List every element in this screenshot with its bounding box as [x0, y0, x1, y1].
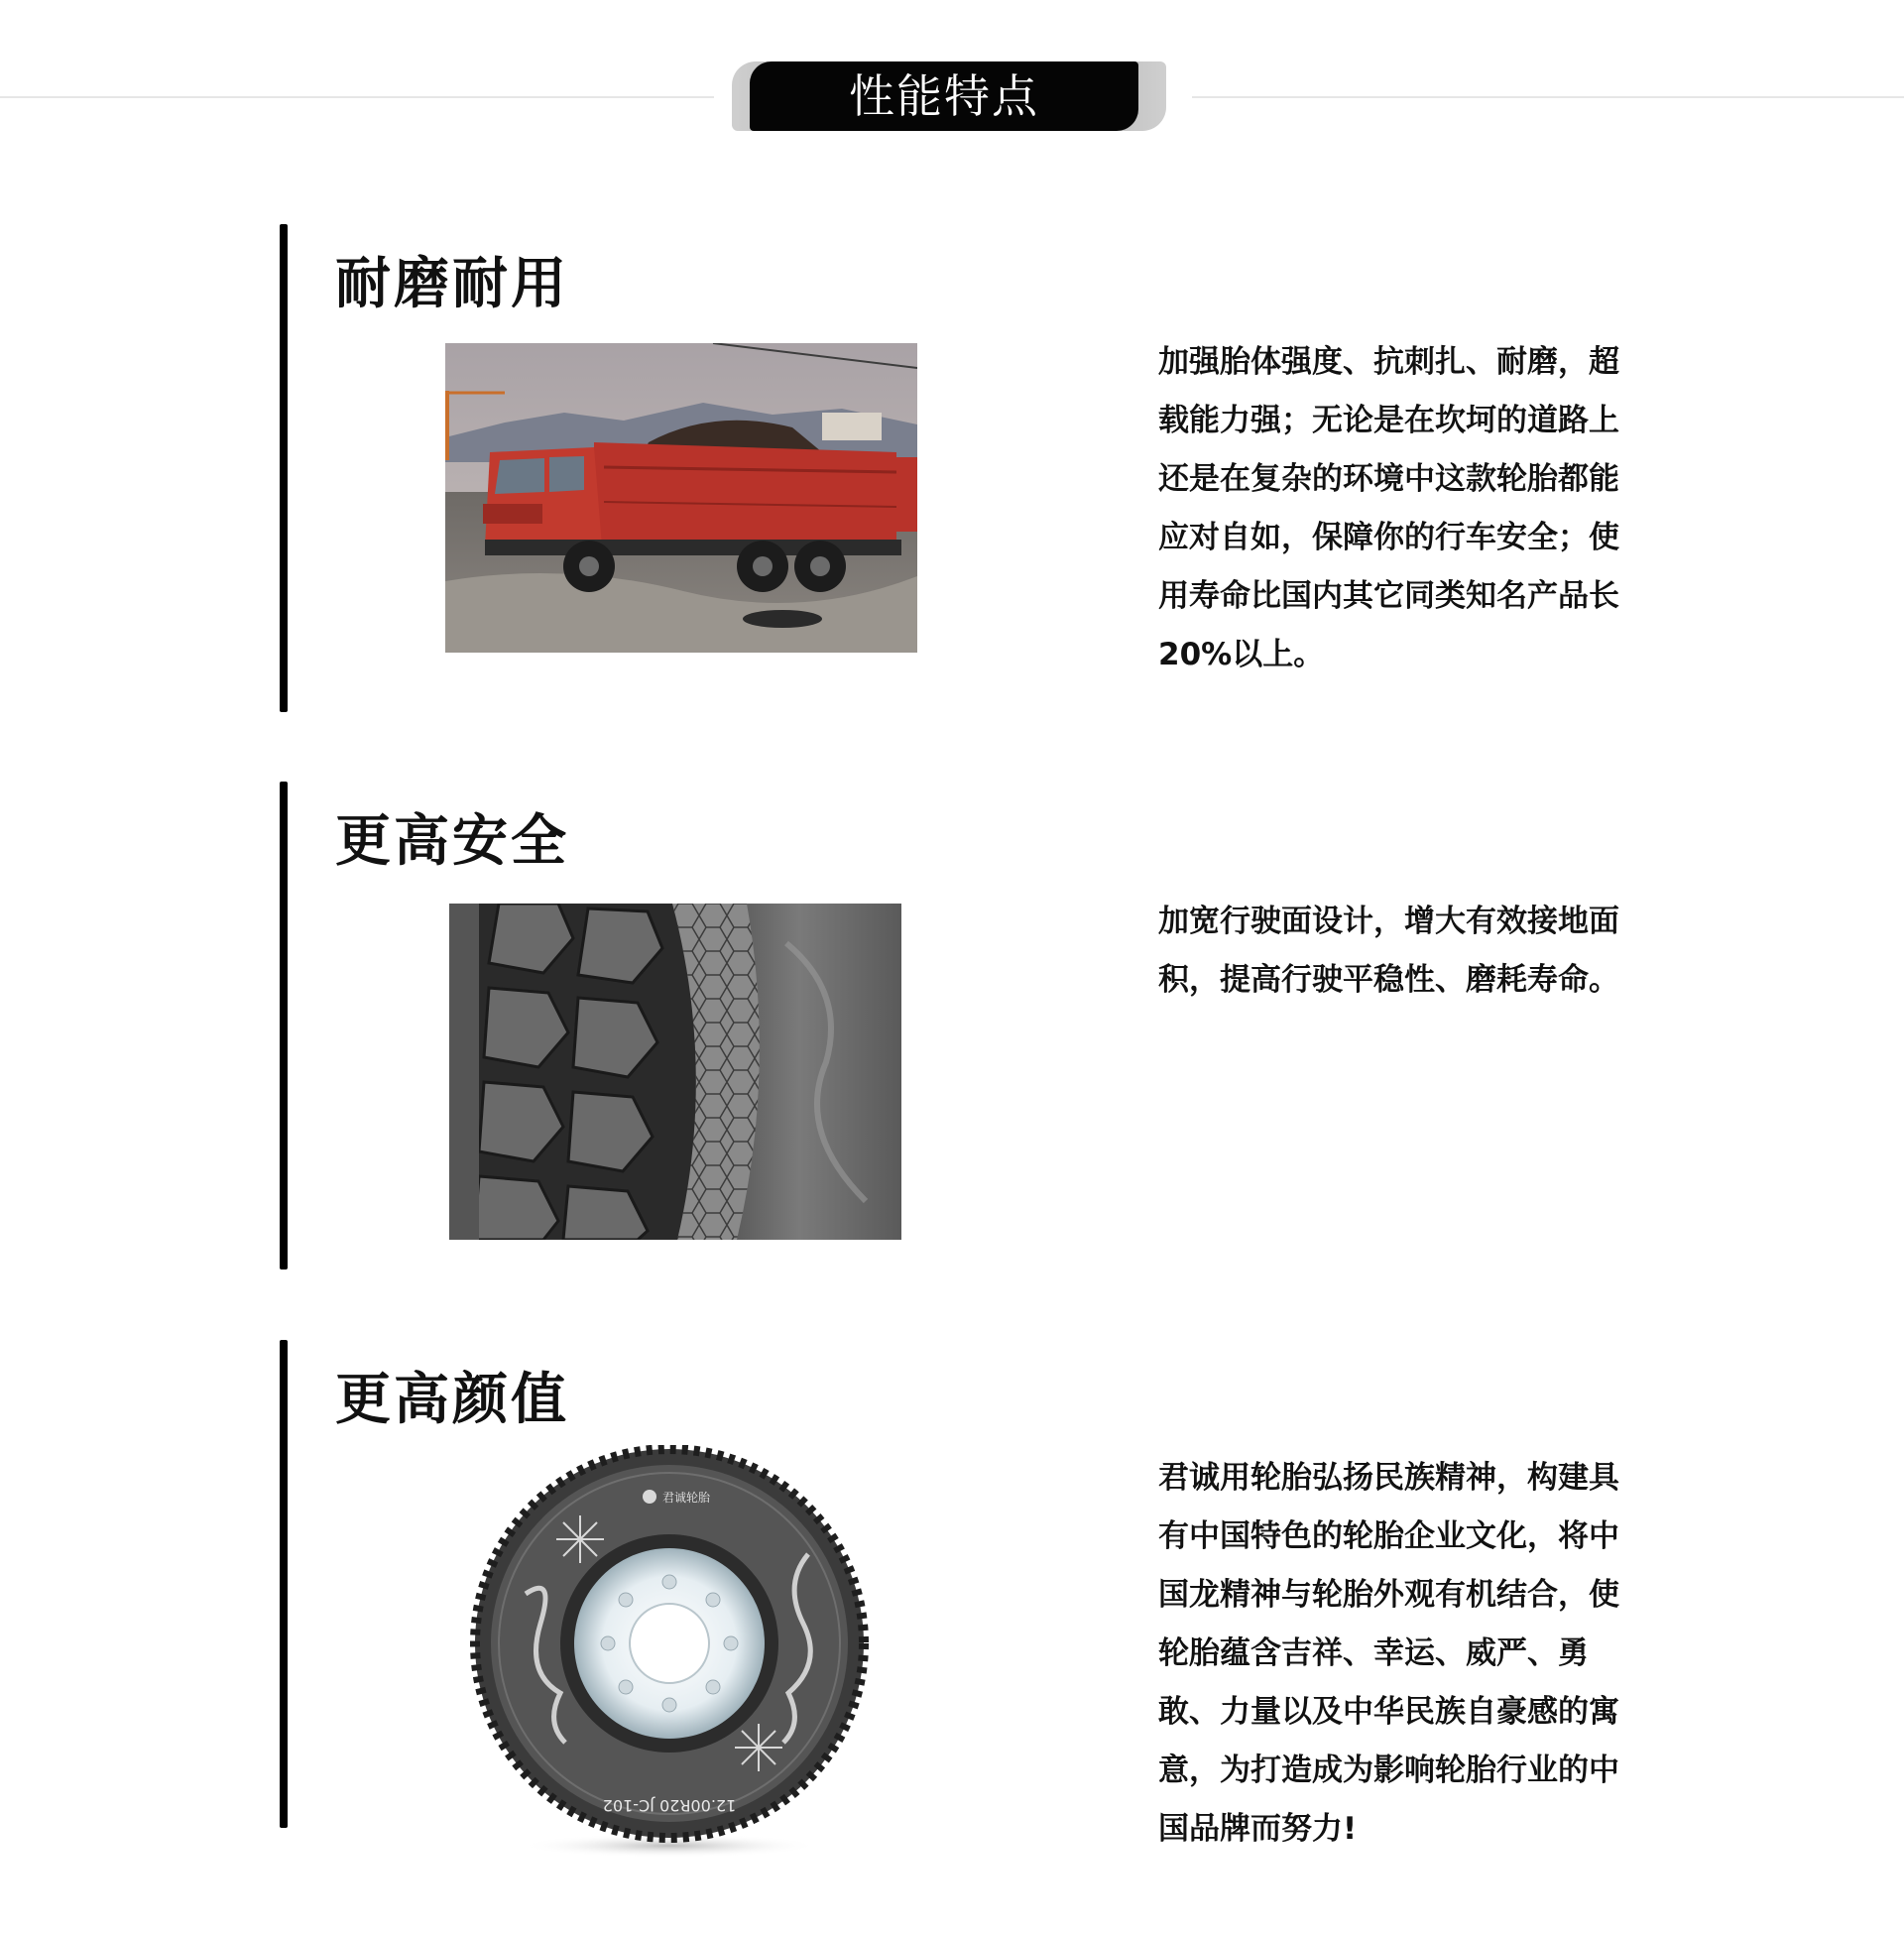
dragon-sidewall-tire-photo: [466, 1445, 873, 1862]
tire-logo-text: 君诚轮胎: [662, 1491, 711, 1505]
feature-section-appearance: [0, 1340, 1904, 1847]
section-description: 加宽行驶面设计，增大有效接地面积，提高行驶平稳性、磨耗寿命。: [1158, 904, 1619, 998]
section-accent-bar: [280, 224, 288, 712]
page-title: 性能特点: [750, 61, 1138, 131]
header-divider-left: [0, 96, 714, 98]
section-description: 君诚用轮胎弘扬民族精神，构建具有中国特色的轮胎企业文化，将中国龙精神与轮胎外观有机结合，使轮胎蕴含吉祥、幸运、威严、勇敢、力量以及中华民族自豪感的寓意，为打造成为影响轮胎行业的中国品牌而努力!: [1158, 1460, 1619, 1847]
section-title: 更高安全: [335, 809, 569, 874]
feature-section-safety: [0, 782, 1904, 1270]
tire-sidewall-size-text: 12.00R20 JC-102: [602, 1796, 737, 1815]
section-header-badge: [732, 61, 1166, 131]
tire-tread-closeup-photo: [449, 904, 901, 1240]
dump-truck-photo: [445, 343, 917, 653]
section-title: 更高颜值: [335, 1368, 569, 1432]
section-accent-bar: [280, 1340, 288, 1828]
header-divider-right: [1192, 96, 1904, 98]
section-accent-bar: [280, 782, 288, 1270]
section-title: 耐磨耐用: [335, 252, 569, 316]
feature-section-durability: [0, 224, 1904, 712]
section-description: 加强胎体强度、抗刺扎、耐磨，超载能力强；无论是在坎坷的道路上还是在复杂的环境中这款轮胎都能应对自如，保障你的行车安全；使用寿命比国内其它同类知名产品长20%以上。: [1158, 344, 1619, 672]
